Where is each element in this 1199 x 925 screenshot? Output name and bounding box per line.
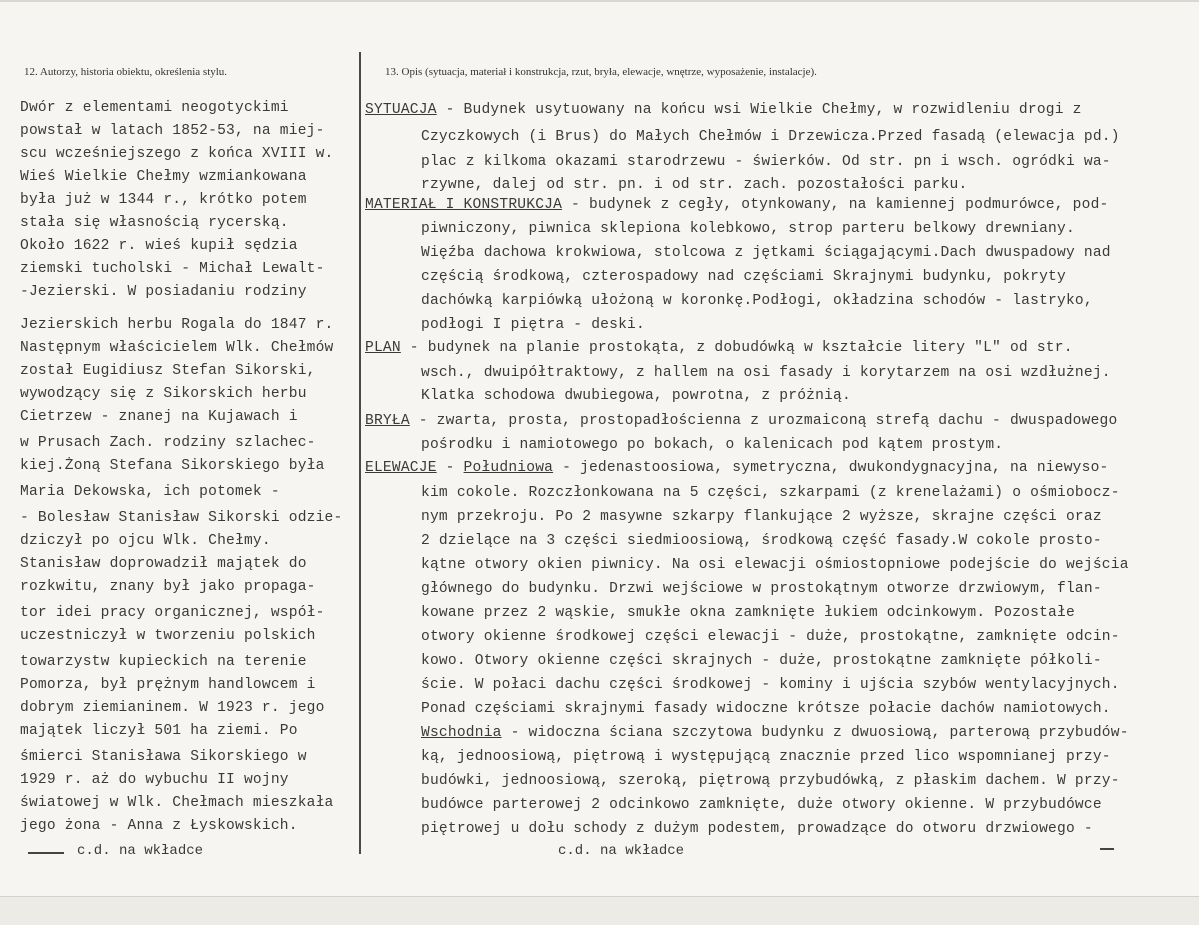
history-line: Dwór z elementami neogotyckimi — [20, 100, 289, 116]
history-line: Następnym właścicielem Wlk. Chełmów — [20, 340, 334, 356]
description-line: pośrodku i namiotowego po bokach, o kalenicach pod kątem prostym. — [421, 437, 1004, 453]
section-heading: BRYŁA — [365, 413, 410, 429]
history-line: został Eugidiusz Stefan Sikorski, — [20, 363, 316, 379]
description-line: głównego do budynku. Drzwi wejściowe w prostokątnym otworze drzwiowym, flan- — [421, 581, 1102, 597]
description-line: rzywne, dalej od str. pn. i od str. zach. pozostałości parku. — [421, 177, 968, 193]
history-line: była już w 1344 r., krótko potem — [20, 192, 307, 208]
description-line: Więźba dachowa krokwiowa, stolcowa z jętkami ściągającymi.Dach dwuspadowy nad — [421, 245, 1111, 261]
description-line: plac z kilkoma okazami starodrzewu - świerków. Od str. pn i wsch. ogródki wa- — [421, 154, 1111, 170]
description-line: budówki, jednoosiową, szeroką, piętrową przybudówką, z płaskim dachem. W przy- — [421, 773, 1120, 789]
continuation-note-right: c.d. na wkładce — [558, 843, 685, 859]
description-line: podłogi I piętra - deski. — [421, 317, 645, 333]
description-line: dachówką karpiówką ułożoną w koronkę.Podłogi, okładzina schodów - lastryko, — [421, 293, 1093, 309]
footer-mark — [1100, 848, 1114, 850]
page-top-edge — [0, 0, 1199, 2]
history-line: wywodzący się z Sikorskich herbu — [20, 386, 307, 402]
description-line-wschodnia: Wschodnia - widoczna ściana szczytowa budynku z dwuosiową, parterową przybudów- — [421, 725, 1129, 741]
page-bottom-edge — [0, 896, 1199, 925]
history-line: stała się własnością rycerską. — [20, 215, 289, 231]
description-line: częścią środkową, czterospadowy nad częściami Skrajnymi budynku, pokryty — [421, 269, 1066, 285]
history-line: powstał w latach 1852-53, na miej- — [20, 123, 325, 139]
history-line: Jezierskich herbu Rogala do 1847 r. — [20, 317, 334, 333]
history-line: uczestniczył w tworzeniu polskich — [20, 628, 316, 644]
subheading-poludniowa: Południowa — [463, 460, 554, 476]
description-line: Klatka schodowa dwubiegowa, powrotna, z próżnią. — [421, 388, 851, 404]
history-line: w Prusach Zach. rodziny szlachec- — [20, 435, 316, 451]
description-line: wsch., dwuipółtraktowy, z hallem na osi fasady i korytarzem na osi wzdłużnej. — [421, 365, 1111, 381]
description-line: budówce parterowej 2 odcinkowo zamknięte, duże otwory okienne. W przybudówce — [421, 797, 1102, 813]
description-line: kątne otwory okien piwnicy. Na osi elewacji ośmiostopniowe podejście do wejścia — [421, 557, 1129, 573]
description-line: piwniczony, piwnica sklepiona kolebkowo, strop parteru belkowy drewniany. — [421, 221, 1075, 237]
history-line: -Jezierski. W posiadaniu rodziny — [20, 284, 307, 300]
section-heading: ELEWACJE — [365, 460, 437, 476]
history-line: 1929 r. aż do wybuchu II wojny — [20, 772, 289, 788]
section-material: MATERIAŁ I KONSTRUKCJA - budynek z cegły, otynkowany, na kamiennej podmurówce, pod- — [365, 197, 1109, 213]
description-line: 2 dzielące na 3 części siedmioosiową, środkową część fasady.W cokole prosto- — [421, 533, 1102, 549]
section-heading: MATERIAŁ I KONSTRUKCJA — [365, 197, 563, 213]
column-divider — [359, 52, 361, 854]
description-line: nym przekroju. Po 2 masywne szkarpy flankujące 2 wyższe, skrajne części oraz — [421, 509, 1102, 525]
history-line: towarzystw kupieckich na terenie — [20, 654, 307, 670]
history-line: śmierci Stanisława Sikorskiego w — [20, 749, 307, 765]
description-line: ście. W połaci dachu części środkowej - kominy i ujścia szybów wentylacyjnych. — [421, 677, 1120, 693]
description-line: Ponad częściami skrajnymi fasady widoczne krótsze połacie dachów namiotowych. — [421, 701, 1111, 717]
description-line: Czyczkowych (i Brus) do Małych Chełmów i Drzewicza.Przed fasadą (elewacja pd.) — [421, 129, 1120, 145]
section-plan: PLAN - budynek na planie prostokąta, z dobudówką w kształcie litery "L" od str. — [365, 340, 1073, 356]
section-sytuacja: SYTUACJA - Budynek usytuowany na końcu wsi Wielkie Chełmy, w rozwidleniu drogi z — [365, 102, 1082, 118]
description-line: kowo. Otwory okienne części skrajnych - duże, prostokątne zamknięte półkoli- — [421, 653, 1102, 669]
history-line: Stanisław doprowadził majątek do — [20, 556, 307, 572]
history-line: Cietrzew - znanej na Kujawach i — [20, 409, 298, 425]
description-line: kowane przez 2 wąskie, smukłe okna zamknięte łukiem odcinkowym. Pozostałe — [421, 605, 1075, 621]
right-column-header: 13. Opis (sytuacja, materiał i konstrukcja, rzut, bryła, elewacje, wnętrze, wyposażenie, instalacje). — [385, 66, 817, 78]
history-line: jego żona - Anna z Łyskowskich. — [20, 818, 298, 834]
history-line: Pomorza, był prężnym handlowcem i — [20, 677, 316, 693]
section-heading: SYTUACJA — [365, 102, 437, 118]
history-line: Wieś Wielkie Chełmy wzmiankowana — [20, 169, 307, 185]
history-line: rozkwitu, znany był jako propaga- — [20, 579, 316, 595]
continuation-note-left: c.d. na wkładce — [77, 843, 204, 859]
subheading-wschodnia: Wschodnia — [421, 725, 502, 741]
history-line: Około 1622 r. wieś kupił sędzia — [20, 238, 298, 254]
left-column-header: 12. Autorzy, historia obiektu, określenia stylu. — [24, 66, 228, 78]
description-line: ką, jednoosiową, piętrową i występującą znacznie przed lico wspomnianej przy- — [421, 749, 1111, 765]
history-line: scu wcześniejszego z końca XVIII w. — [20, 146, 334, 162]
description-line: kim cokole. Rozczłonkowana na 5 części, szkarpami (z krenelażami) o ośmiobocz- — [421, 485, 1120, 501]
description-line: piętrowej u dołu schody z dużym podestem, prowadzące do otworu drzwiowego - — [421, 821, 1093, 837]
history-line: ziemski tucholski - Michał Lewalt- — [20, 261, 325, 277]
history-line: dziczył po ojcu Wlk. Chełmy. — [20, 533, 271, 549]
history-line: tor idei pracy organicznej, współ- — [20, 605, 325, 621]
history-line: - Bolesław Stanisław Sikorski odzie- — [20, 510, 343, 526]
section-elewacje: ELEWACJE - Południowa - jedenastoosiowa, symetryczna, dwukondygnacyjna, na niewyso- — [365, 460, 1109, 476]
section-bryla: BRYŁA - zwarta, prosta, prostopadłościenna z urozmaiconą strefą dachu - dwuspadowego — [365, 413, 1118, 429]
section-heading: PLAN — [365, 340, 401, 356]
history-line: kiej.Żoną Stefana Sikorskiego była — [20, 458, 325, 474]
history-line: dobrym ziemianinem. W 1923 r. jego — [20, 700, 325, 716]
footer-dash — [28, 852, 64, 854]
description-line: otwory okienne środkowej części elewacji - duże, prostokątne, zamknięte odcin- — [421, 629, 1120, 645]
history-line: majątek liczył 501 ha ziemi. Po — [20, 723, 298, 739]
history-line: światowej w Wlk. Chełmach mieszkała — [20, 795, 334, 811]
history-line: Maria Dekowska, ich potomek - — [20, 484, 280, 500]
